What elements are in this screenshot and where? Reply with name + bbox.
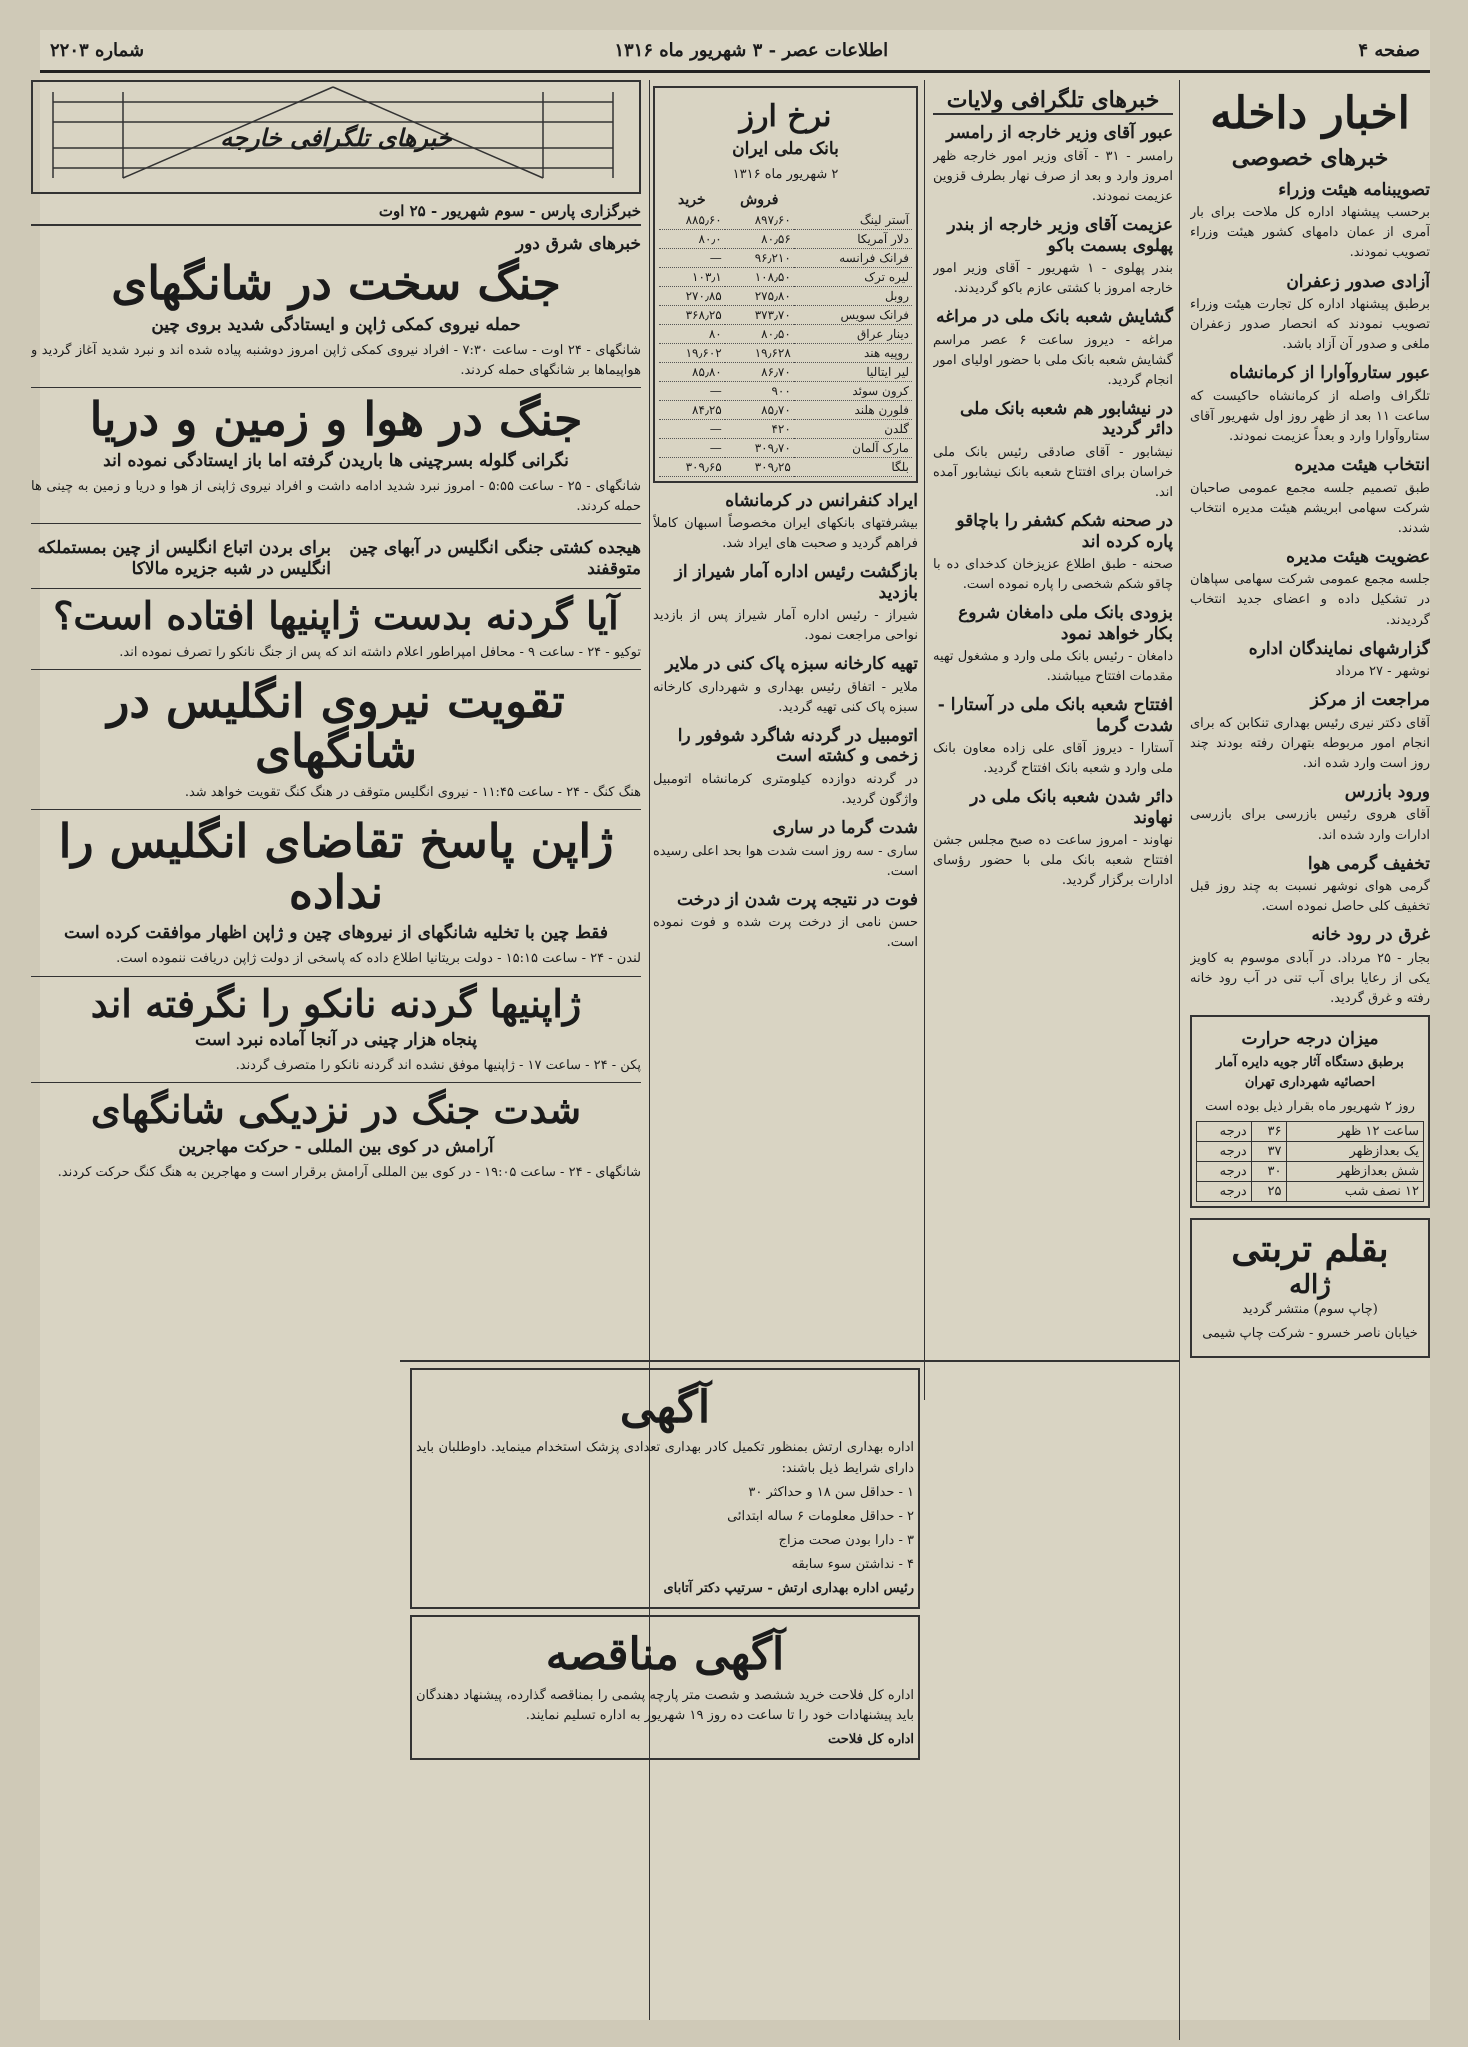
temperature-cell: ساعت ۱۲ ظهر	[1286, 1122, 1424, 1142]
subhead-evacuation-consent: فقط چین با تخلیه شانگهای از نیروهای چین و ژاپن اظهار موافقت کرده است	[63, 923, 609, 944]
rate-cell: ۹۰۰	[725, 381, 794, 400]
exchange-col-item-headline: تهیه کارخانه سبزه پاک کنی در ملایر	[665, 654, 918, 675]
domestic-item-body: برحسب پیشنهاد اداره کل ملاحت برای بار آمری از عمان دامهای کشور هیئت وزراء تصویب نمودند.	[1190, 205, 1430, 261]
headline-nankou-pass: آیا گردنه بدست ژاپنیها افتاده است؟	[53, 592, 619, 638]
tender-body: اداره کل فلاحت خرید ششصد و شصت متر پارچه پشمی را بمناقصه گذارده، پیشنهاد دهندگان باید پیشنهادات خود را تا ساعت ده روز ۱۹ شهریور به اداره تسلیم نمایند.	[416, 1687, 914, 1723]
provincial-item-body: نیشابور - آقای صادقی رئیس بانک ملی خراسان برای افتتاح شعبه بانک نیشابور آمده اند.	[933, 444, 1173, 501]
rate-cell: ۹۶٫۲۱۰	[725, 248, 794, 267]
rate-cell: ۳۶۸٫۲۵	[659, 305, 725, 324]
rate-row	[659, 438, 912, 457]
domestic-item-body: نوشهر - ۲۷ مرداد	[1335, 664, 1430, 680]
notice-condition: ۲ - حداقل معلومات ۶ ساله ابتدائی	[727, 1508, 914, 1524]
domestic-item-body: تلگراف واصله از کرمانشاه حاکیست که ساعت ۱۱ بعد از ظهر روز اول شهریور آقای ستاروآوارا وارد و بعداً عزیمت نمودند.	[1190, 388, 1430, 444]
story-fighting-near-shanghai: شانگهای - ۲۴ - ساعت ۱۹:۰۵ - در کوی بین المللی آرامش برقرار است و مهاجرین به هنگ کنگ حرکت کردند.	[57, 1165, 641, 1181]
exchange-col-item-headline: فوت در نتیجه پرت شدن از درخت	[677, 889, 918, 910]
rate-cell: ۴۲۰	[725, 419, 794, 438]
temperature-cell: ۳۶	[1251, 1122, 1286, 1142]
issue-number: شماره ۲۲۰۳	[50, 39, 145, 61]
provincial-item-headline: بزودی بانک ملی دامغان شروع بکار خواهد نمود	[958, 603, 1173, 644]
notice-condition: ۴ - نداشتن سوء سابقه	[791, 1557, 914, 1573]
rate-cell: ۸۰٫۵۶	[725, 229, 794, 248]
foreign-news-title: خبرهای تلگرافی خارجه	[220, 122, 452, 152]
story-nankou-pass: توکیو - ۲۴ - ساعت ۹ - محافل امپراطور اعلام داشته اند که پس از جنگ نانکو را تصرف نموده اند.	[119, 644, 641, 660]
exchange-col-item-headline: اتومبیل در گردنه شاگرد شوفور را زخمی و کشته است	[677, 726, 918, 767]
subhead-japan-reinforcement: حمله نیروی کمکی ژاپن و ایستادگی شدید بروی چین	[151, 314, 521, 335]
rate-row	[659, 362, 912, 381]
rate-cell: ۸۰٫۰	[659, 229, 725, 248]
rate-cell: لیر ایتالیا	[794, 362, 912, 381]
temperature-row	[1197, 1162, 1424, 1182]
rate-cell: کرون سوئد	[794, 381, 912, 400]
rate-cell: ۱۰۳٫۱	[659, 267, 725, 286]
rate-cell: ۳۰۹٫۷۰	[725, 438, 794, 457]
story-british-reinforcement: هنگ کنگ - ۲۴ - ساعت ۱۱:۴۵ - نیروی انگلیس متوقف در هنگ کنگ تقویت خواهد شد.	[184, 785, 641, 801]
rate-row	[659, 343, 912, 362]
domestic-item-headline: عضویت هیئت مدیره	[1286, 546, 1430, 567]
column-domestic-news	[1190, 80, 1430, 2010]
advertisements	[400, 1360, 1180, 2002]
domestic-item-headline: گزارشهای نمایندگان اداره	[1248, 638, 1430, 659]
masthead	[40, 30, 1430, 73]
domestic-news-title: اخبار داخله	[1210, 88, 1410, 139]
rate-cell: ۸۴٫۲۵	[659, 400, 725, 419]
provincial-item-body: دامغان - رئیس بانک ملی وارد و مشغول تهیه مقدمات افتتاح میباشند.	[933, 649, 1173, 685]
temperature-cell: ۱۲ نصف شب	[1286, 1182, 1424, 1202]
rate-cell: —	[659, 438, 725, 457]
provincial-heading: خبرهای تلگرافی ولایات	[933, 88, 1173, 115]
rate-cell: ۸۰	[659, 324, 725, 343]
domestic-item-body: برطبق پیشنهاد اداره کل تجارت هیئت وزراء تصویب نمودند که انحصار صدور زعفران ملغی و صدور آن آزاد باشد.	[1190, 296, 1430, 353]
rate-cell: —	[659, 248, 725, 267]
rate-cell: ۸۶٫۷۰	[725, 362, 794, 381]
exchange-col-item-headline: ایراد کنفرانس در کرمانشاه	[725, 490, 918, 511]
exchange-col-item-headline: شدت گرما در ساری	[772, 818, 918, 839]
rate-row	[659, 267, 912, 286]
headline-warships: هیجده کشتی جنگی انگلیس در آبهای چین متوقفند	[349, 538, 641, 579]
rate-header: فروش	[740, 191, 779, 208]
domestic-item-headline: تخفیف گرمی هوا	[1307, 853, 1430, 874]
domestic-item-headline: ورود بازرس	[1344, 782, 1430, 803]
book-ad	[1190, 1218, 1430, 1358]
exchange-date: ۲ شهریور ماه ۱۳۱۶	[732, 166, 839, 182]
domestic-item-body: آقای دکتر نیری رئیس بهداری تنکابن که برای انجام امور مربوطه بتهران رفته بودند چند روز است وارد شده اند.	[1190, 715, 1430, 771]
story-japan-no-answer: لندن - ۲۴ - ساعت ۱۵:۱۵ - دولت بریتانیا اطلاع داده که پاسخی از دولت ژاپن دریافت ننموده است.	[116, 951, 641, 967]
domestic-item-headline: آزادی صدور زعفران	[1286, 271, 1430, 292]
notice-condition: ۱ - حداقل سن ۱۸ و حداکثر ۳۰	[748, 1484, 914, 1500]
provincial-item-body: صحنه - طبق اطلاع عزیزخان کدخدای ده با چاقو شکم شخصی را پاره نموده است.	[933, 556, 1173, 593]
rate-row	[659, 305, 912, 324]
book-address: خیابان ناصر خسرو - شرکت چاپ شیمی	[1202, 1326, 1418, 1342]
rate-cell: آستر لینگ	[794, 211, 912, 230]
rate-cell: ۳۷۳٫۷۰	[725, 305, 794, 324]
rate-cell: فرانک سویس	[794, 305, 912, 324]
rate-row	[659, 400, 912, 419]
temperature-cell: درجه	[1197, 1182, 1252, 1202]
provincial-item-body: مراغه - دیروز ساعت ۶ عصر مراسم گشایش شعبه بانک ملی با حضور اولیای امور انجام گردید.	[933, 332, 1173, 388]
provincial-item-headline: در نیشابور هم شعبه بانک ملی دائر گردید	[959, 398, 1173, 440]
rate-cell: دلار آمریکا	[794, 229, 912, 248]
rate-row	[659, 229, 912, 248]
domestic-item-body: طبق تصمیم جلسه مجمع عمومی صاحبان شرکت سهامی ابریشم هیئت مدیره انتخاب شدند.	[1190, 480, 1430, 536]
rate-cell: مارک آلمان	[794, 438, 912, 457]
rate-cell: ۸۹۷٫۶۰	[725, 211, 794, 230]
rate-cell: گلدن	[794, 419, 912, 438]
exchange-title: نرخ ارز	[739, 99, 832, 134]
subhead-fifty-thousand: پنجاه هزار چینی در آنجا آماده نبرد است	[195, 1030, 477, 1051]
rate-cell: ۳۰۹٫۶۵	[659, 457, 725, 476]
provincial-item-body: رامسر - ۳۱ - آقای وزیر امور خارجه ظهر امروز وارد و بعد از صرف نهار بطرف قزوین عزیمت نمودند.	[933, 148, 1174, 204]
tender-title: آگهی مناقصه	[545, 1629, 785, 1681]
headline-evacuation: برای بردن اتباع انگلیس از چین بمستملکه انگلیس در شبه جزیره مالاکا	[37, 538, 331, 579]
foreign-news-banner	[31, 80, 641, 194]
rate-cell: ۲۷۰٫۸۵	[659, 286, 725, 305]
provincial-item-headline: عبور آقای وزیر خارجه از رامسر	[946, 123, 1173, 144]
column-exchange	[653, 80, 925, 1400]
provincial-item-headline: در صحنه شکم کشفر را باچاقو پاره کرده اند	[956, 511, 1173, 552]
temperature-row	[1197, 1122, 1424, 1142]
rate-cell: ۸۵٫۸۰	[659, 362, 725, 381]
paper-dateline: اطلاعات عصر - ۳ شهریور ماه ۱۳۱۶	[614, 39, 889, 61]
headline-british-reinforcement: تقویت نیروی انگلیس در شانگهای	[107, 673, 565, 779]
tender-notice	[410, 1615, 920, 1760]
exchange-col-item-body: ملایر - اتفاق رئیس بهداری و شهرداری کارخانه سبزه پاک کنی تهیه گردید.	[653, 679, 918, 715]
headline-air-land-sea: جنگ در هوا و زمین و دریا	[89, 392, 583, 447]
headline-japan-no-answer: ژاپن پاسخ تقاضای انگلیس را نداده	[58, 814, 614, 919]
rate-row	[659, 211, 912, 230]
rate-cell: دینار عراق	[794, 324, 912, 343]
rate-row	[659, 457, 912, 476]
temperature-cell: شش بعدازظهر	[1286, 1162, 1424, 1182]
private-news-heading: خبرهای خصوصی	[1231, 145, 1389, 172]
book-name: ژاله	[1289, 1270, 1331, 1301]
rate-cell: ۸۰٫۵۰	[725, 324, 794, 343]
domestic-item-headline: مراجعت از مرکز	[1310, 690, 1430, 711]
page-number: صفحه ۴	[1358, 39, 1420, 61]
domestic-item-body: بجار - ۲۵ مرداد. در آبادی موسوم به کاویز یکی از رعایا برای آب تنی در آب رود خانه رفته و غرق گردید.	[1190, 950, 1430, 1007]
story-shanghai-battle: شانگهای - ۲۴ اوت - ساعت ۷:۳۰ - افراد نیروی کمکی ژاپن امروز دوشنبه پیاده شده اند و نبرد شدید آغاز گردید و هواپیماها بر شانگهای حمله کردند.	[31, 342, 642, 379]
temperature-row	[1197, 1142, 1424, 1162]
rate-cell: ۸۸۵٫۶۰	[659, 211, 725, 230]
headline-fighting-near-shanghai: شدت جنگ در نزدیکی شانگهای	[90, 1087, 582, 1133]
exchange-col-item-body: بیشرفتهای بانکهای ایران مخصوصاً اسبهان کاملاً فراهم گردید و صحبت های ایراد شد.	[653, 516, 918, 552]
provincial-item-headline: دائر شدن شعبه بانک ملی در نهاوند	[970, 787, 1173, 828]
domestic-item-headline: تصویبنامه هیئت وزراء	[1278, 179, 1430, 200]
rate-cell: ۲۷۵٫۸۰	[725, 286, 794, 305]
far-east-label: خبرهای شرق دور	[515, 234, 641, 254]
temperature-cell: درجه	[1197, 1162, 1252, 1182]
rate-cell: —	[659, 381, 725, 400]
rate-header: خرید	[678, 191, 706, 208]
rate-cell: ۱۹٫۶۰۲	[659, 343, 725, 362]
domestic-item-headline: عبور ستاروآوارا از کرمانشاه	[1229, 363, 1430, 384]
exchange-table	[659, 189, 912, 477]
rate-cell: بلگا	[794, 457, 912, 476]
book-note: (چاپ سوم) منتشر گردید	[1242, 1302, 1378, 1318]
news-agency-dateline: خبرگزاری پارس - سوم شهریور - ۲۵ اوت	[31, 202, 641, 226]
temperature-title: میزان درجه حرارت	[1241, 1029, 1379, 1050]
rate-header	[794, 189, 912, 211]
rate-cell: فلورن هلند	[794, 400, 912, 419]
notice-title: آگهی	[619, 1382, 711, 1433]
exchange-col-item-body: ساری - سه روز است شدت هوا بحد اعلی رسیده است.	[653, 843, 918, 879]
temperature-cell: ۳۰	[1251, 1162, 1286, 1182]
subhead-shelling: نگرانی گلوله بسرچینی ها باریدن گرفته اما باز ایستادگی نموده اند	[103, 450, 569, 471]
domestic-item-body: آقای هروی رئیس بازرسی برای بازرسی ادارات وارد شده اند.	[1190, 807, 1430, 843]
book-author: بقلم تربتی	[1231, 1228, 1389, 1271]
provincial-item-body: نهاوند - امروز ساعت ده صبح مجلس جشن افتتاح شعبه بانک ملی با حضور رؤسای ادارات برگزار گردید.	[933, 833, 1173, 889]
temperature-cell: یک بعدازظهر	[1286, 1142, 1424, 1162]
temperature-cell: ۳۷	[1251, 1142, 1286, 1162]
rate-row	[659, 381, 912, 400]
subhead-calm-settlement: آرامش در کوی بین المللی - حرکت مهاجرین	[178, 1137, 494, 1158]
temperature-cell: ۲۵	[1251, 1182, 1286, 1202]
temperature-row	[1197, 1182, 1424, 1202]
story-nankou-not-taken: پکن - ۲۴ - ساعت ۱۷ - ژاپنیها موفق نشده اند گردنه نانکو را متصرف گردند.	[235, 1058, 641, 1074]
headline-nankou-not-taken: ژاپنیها گردنه نانکو را نگرفته اند	[90, 980, 582, 1026]
rate-cell: روبل	[794, 286, 912, 305]
rate-cell: ۳۰۹٫۲۵	[725, 457, 794, 476]
exchange-col-item-body: در گردنه دوازده کیلومتری کرمانشاه اتومبیل واژگون گردید.	[653, 771, 918, 807]
provincial-item-body: آستارا - دیروز آقای علی زاده معاون بانک ملی وارد و شعبه بانک افتتاح گردید.	[933, 741, 1173, 777]
temperature-cell: درجه	[1197, 1142, 1252, 1162]
tender-signature: اداره کل فلاحت	[828, 1732, 914, 1748]
rate-cell: ۸۵٫۷۰	[725, 400, 794, 419]
notice-body: اداره بهداری ارتش بمنظور تکمیل کادر بهداری تعدادی پزشک استخدام مینماید. داوطلبان باید دارای شرایط ذیل باشند:	[416, 1440, 914, 1476]
notice-condition: ۳ - دارا بودن صحت مزاج	[778, 1532, 914, 1548]
story-air-land-sea: شانگهای - ۲۵ - ساعت ۵:۵۵ - امروز نبرد شدید ادامه داشت و افراد نیروی ژاپنی از هوا و دریا و زمین به چینی ها حمله کردند.	[31, 478, 642, 514]
headline-shanghai-battle: جنگ سخت در شانگهای	[111, 256, 561, 311]
rate-cell: لیره ترک	[794, 267, 912, 286]
provincial-item-body: بندر پهلوی - ۱ شهریور - آقای وزیر امور خارجه امروز با کشتی عازم باکو گردیدند.	[933, 260, 1173, 297]
provincial-item-headline: عزیمت آقای وزیر خارجه از بندر پهلوی بسمت باکو	[947, 215, 1173, 256]
exchange-col-item-body: شیراز - رئیس اداره آمار شیراز پس از بازدید نواحی مراجعت نمود.	[653, 608, 918, 644]
exchange-col-item-headline: بازگشت رئیس اداره آمار شیراز از بازدید	[674, 562, 918, 603]
rate-row	[659, 286, 912, 305]
rate-row	[659, 248, 912, 267]
provincial-item-headline: گشایش شعبه بانک ملی در مراغه	[936, 307, 1173, 328]
temperature-table	[1196, 1121, 1424, 1202]
rate-row	[659, 419, 912, 438]
rate-row	[659, 324, 912, 343]
provincial-item-headline: افتتاح شعبه بانک ملی در آستارا - شدت گرما	[937, 695, 1173, 736]
temperature-box	[1190, 1015, 1430, 1208]
exchange-bank: بانک ملی ایران	[732, 138, 839, 159]
rate-cell: فرانک فرانسه	[794, 248, 912, 267]
rate-cell: روپیه هند	[794, 343, 912, 362]
temperature-date: روز ۲ شهریور ماه بقرار ذیل بوده است	[1205, 1098, 1415, 1114]
domestic-item-headline: غرق در رود خانه	[1311, 925, 1430, 946]
rate-cell: —	[659, 419, 725, 438]
exchange-col-item-body: حسن نامی از درخت پرت شده و فوت نموده است.	[653, 915, 918, 951]
temperature-source: برطبق دستگاه آثار جویه دایره آمار احصائیه شهرداری تهران	[1216, 1054, 1404, 1090]
domestic-item-headline: انتخاب هیئت مدیره	[1294, 455, 1430, 476]
domestic-item-body: گرمی هوای نوشهر نسبت به چند روز قبل تخفیف کلی حاصل نموده است.	[1190, 879, 1430, 915]
notice-signature: رئیس اداره بهداری ارتش - سرتیپ دکتر آتابای	[663, 1581, 914, 1597]
domestic-item-body: جلسه مجمع عمومی شرکت سهامی سپاهان در تشکیل داده و اعضای جدید انتخاب گردیدند.	[1190, 572, 1430, 628]
army-notice	[410, 1368, 920, 1609]
temperature-cell: درجه	[1197, 1122, 1252, 1142]
rate-cell: ۱۰۸٫۵۰	[725, 267, 794, 286]
rate-cell: ۱۹٫۶۲۸	[725, 343, 794, 362]
